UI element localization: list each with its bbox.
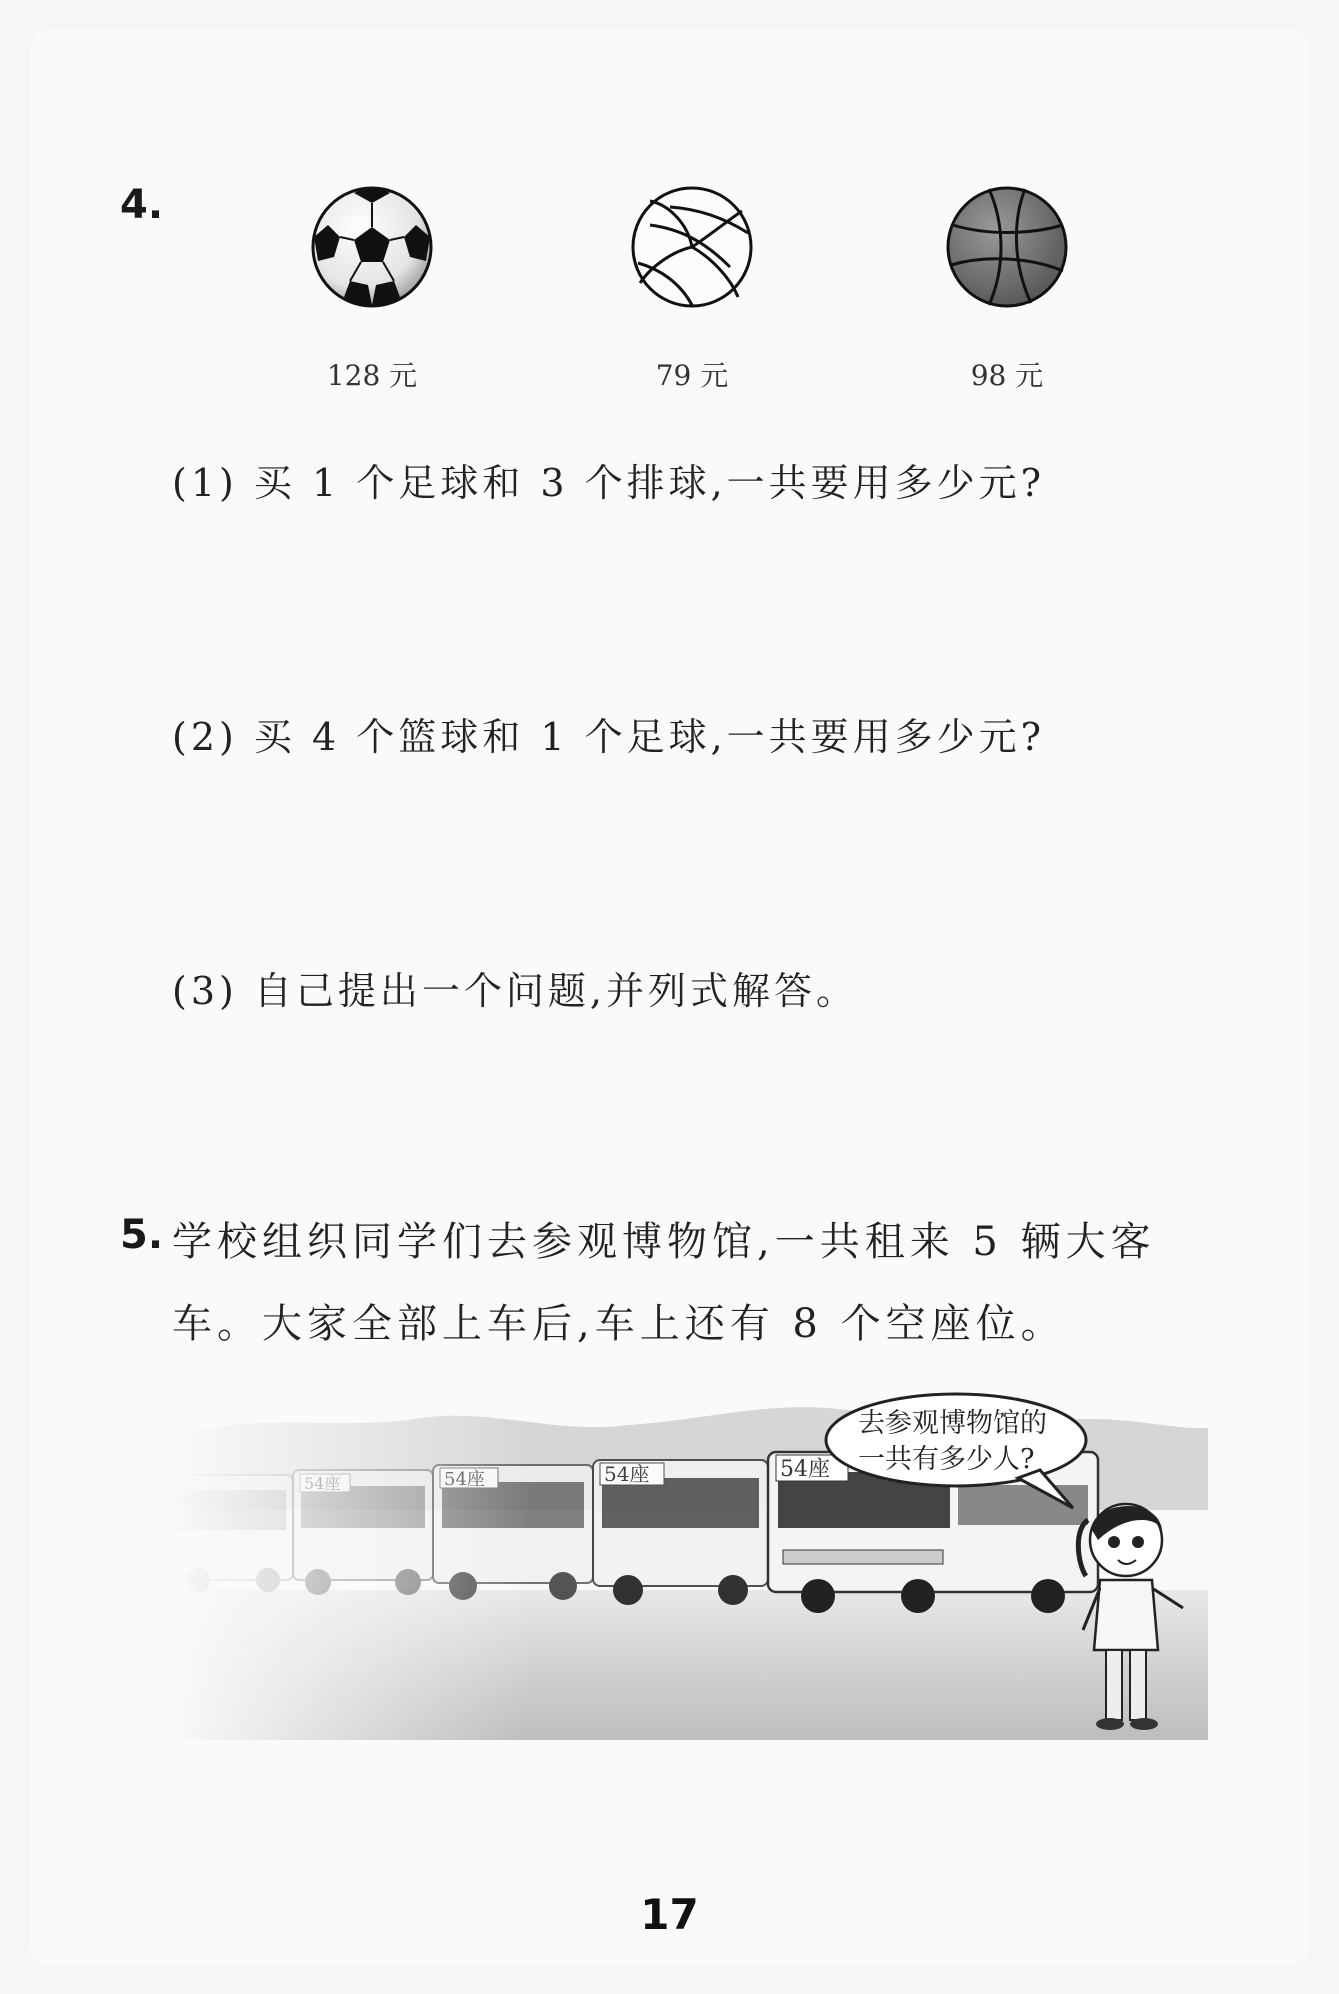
volleyball-icon xyxy=(630,185,754,309)
question-4-1: (1) 买 1 个足球和 3 个排球,一共要用多少元? xyxy=(172,461,1046,505)
basketball-icon xyxy=(945,185,1069,309)
question-4-3: (3) 自己提出一个问题,并列式解答。 xyxy=(172,969,858,1013)
problem-4-number: 4. xyxy=(120,182,164,228)
speech-line-2: 一共有多少人? xyxy=(858,1444,1035,1475)
page-number: 17 xyxy=(640,1890,699,1939)
problem-5-line-2: 车。大家全部上车后,车上还有 8 个空座位。 xyxy=(172,1301,1066,1347)
bus-illustration xyxy=(168,1390,1208,1740)
soccer-ball-icon xyxy=(310,185,434,309)
problem-5-number: 5. xyxy=(120,1212,164,1258)
soccer-ball-price: 128 元 xyxy=(326,359,418,392)
question-4-2: (2) 买 4 个篮球和 1 个足球,一共要用多少元? xyxy=(172,715,1046,759)
basketball-price: 98 元 xyxy=(970,359,1044,392)
speech-line-1: 去参观博物馆的 xyxy=(858,1408,1047,1439)
volleyball-price: 79 元 xyxy=(655,359,729,392)
problem-5-line-1: 学校组织同学们去参观博物馆,一共租来 5 辆大客 xyxy=(172,1219,1156,1265)
